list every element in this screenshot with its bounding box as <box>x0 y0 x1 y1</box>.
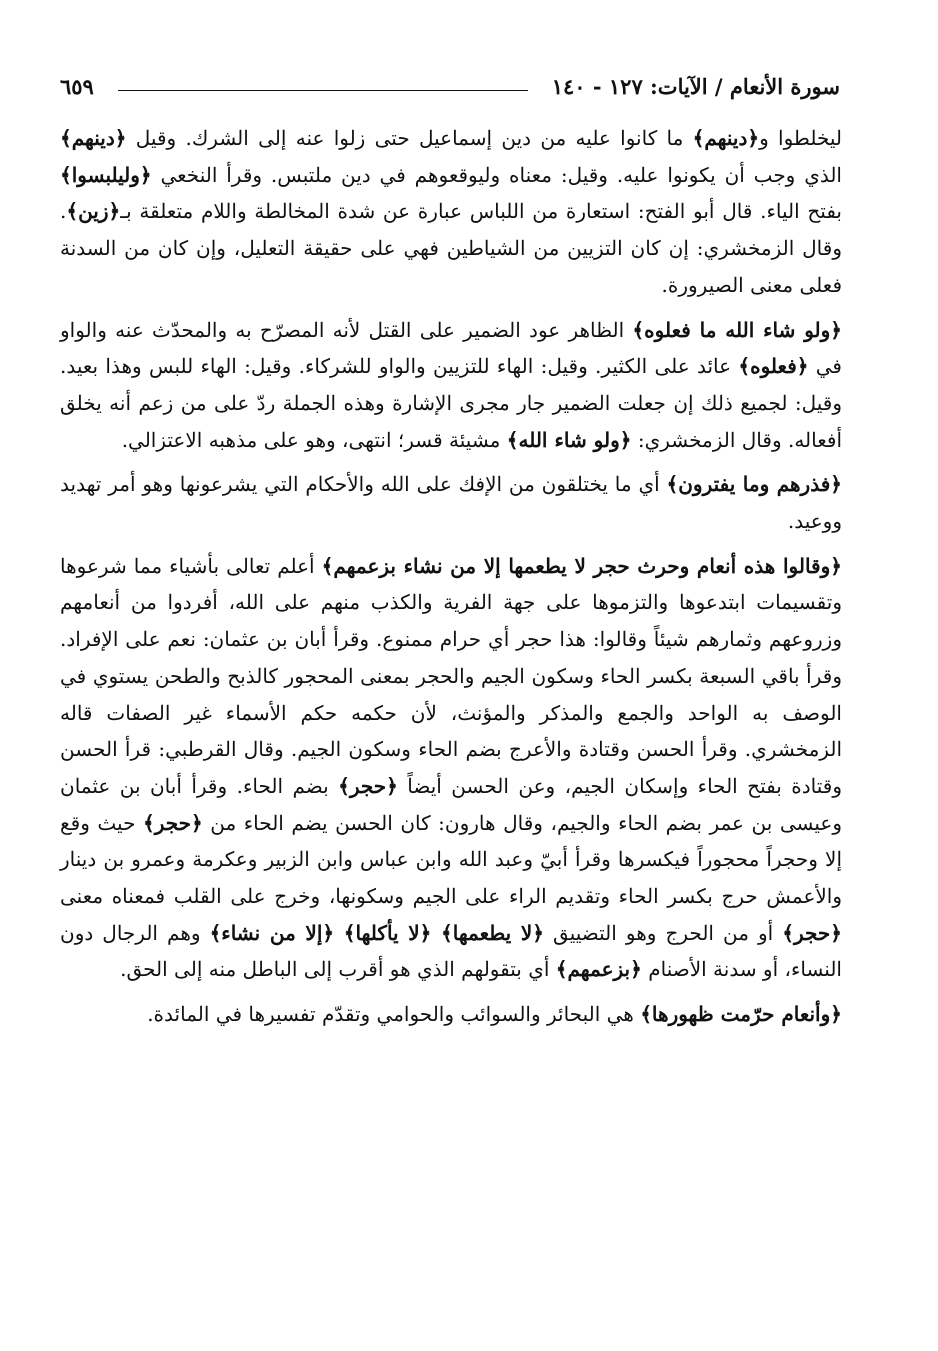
text-run: بفتح الياء. قال أبو الفتح: استعارة من اللباس عبارة عن شدة المخالطة واللام متعلقة بـ <box>120 199 842 224</box>
quran-quote: ﴿فذرهم وما يفترون﴾ <box>666 472 842 497</box>
quran-quote: ﴿وقالوا هذه أنعام وحرث حجر لا يطعمها إلا من نشاء بزعمهم﴾ <box>321 553 842 578</box>
surah-header-title: سورة الأنعام / الآيات: ١٢٧ - ١٤٠ <box>551 74 840 99</box>
quran-quote: ﴿وأنعام حرّمت ظهورها﴾ <box>640 1002 842 1027</box>
text-run: . وقال الزمخشري: إن كان التزيين من الشياطين فهي على حقيقة التعليل، وإن كان من السدنة فعلى معنى الصيرورة. <box>60 199 842 297</box>
quran-quote: ﴿لا يطعمها﴾ ﴿لا يأكلها﴾ ﴿إلا من نشاء﴾ <box>209 920 545 945</box>
text-run: أي ما يختلقون من الإفك على الله والأحكام التي يشرعونها وهو أمر تهديد ووعيد. <box>60 472 842 534</box>
paragraph <box>60 312 842 459</box>
text-run: الذي وجب أن يكونوا عليه. وقيل: معناه وليوقعوهم في دين ملتبس. وقرأ النخعي <box>151 162 842 187</box>
text-run: وهم الرجال دون النساء، أو سدنة الأصنام <box>60 920 842 982</box>
quran-quote: ﴿وليلبسوا﴾ <box>60 162 152 187</box>
quran-quote: ﴿زين﴾ <box>66 199 121 224</box>
paragraph <box>60 466 842 539</box>
paragraph <box>60 120 842 304</box>
quran-quote: ﴿حجر﴾ <box>782 920 842 945</box>
quran-quote: ﴿حجر﴾ <box>143 810 203 835</box>
text-run: أي بتقولهم الذي هو أقرب إلى الباطل منه إلى الحق. <box>120 957 556 982</box>
text-run: الظاهر عود الضمير على القتل لأنه المصرّح به والمحدّث عنه والواو في <box>60 317 842 379</box>
page-number: ٦٥٩ <box>60 74 94 99</box>
quran-quote: ﴿حجر﴾ <box>338 773 398 798</box>
text-run: ما كانوا عليه من دين إسماعيل حتى زلوا عنه إلى الشرك. وقيل <box>126 126 693 150</box>
text-run: أعلم تعالى بأشياء مما شرعوها وتقسيمات ابتدعوها والتزموها على جهة الفرية والكذب منهم على الله، أفردوا من أنعامهم وزروعهم وثمارهم شيئاً وقالوا: هذا حجر أي حرام ممنوع. وقرأ أبان بن عثمان: نعم على الإفراد. وقرأ باقي السبعة بكسر الحاء وسكون الجيم والحجر بمعنى المحجور كالذبح والطحن يستوي في الوصف به الواحد والجمع والمذكر والمؤنث، لأن حكمه حكم الأسماء غير الصفات قاله الزمخشري. وقرأ الحسن وقتادة والأعرج بضم الحاء وسكون الجيم. وقال القرطبي: قرأ الحسن وقتادة بفتح الحاء وإسكان الجيم، وعن الحسن أيضاً <box>60 553 842 798</box>
text-run: حيث وقع إلا وحجراً محجوراً فيكسرها وقرأ أبيّ وعبد الله وابن عباس وابن الزبير وعكرمة وعمرو بن دينار والأعمش حرج بكسر الحاء وتقديم الراء على الجيم وسكونها، وخرج على القلب فمعناه معنى <box>60 810 842 909</box>
commentary-body <box>60 120 842 1033</box>
quran-quote: ﴿ولو شاء الله﴾ <box>506 427 632 452</box>
quran-quote: ﴿فعلوه﴾ <box>738 354 809 379</box>
running-header <box>60 70 840 104</box>
quran-quote: ﴿بزعمهم﴾ <box>555 957 642 982</box>
text-run: ليخلطوا و <box>759 126 842 150</box>
quran-quote: ﴿دينهم﴾ <box>692 126 760 150</box>
text-run: أو من الحرج وهو التضييق <box>544 920 783 945</box>
paragraph <box>60 548 842 988</box>
paragraph <box>60 996 842 1033</box>
text-run: بضم الحاء. وقرأ أبان بن عثمان وعيسى بن عمر بضم الحاء والجيم، وقال هارون: كان الحسن يضم الحاء من <box>60 773 842 835</box>
text-run: هي البحائر والسوائب والحوامي وتقدّم تفسيرها في المائدة. <box>147 1002 641 1027</box>
header-rule <box>118 90 528 91</box>
quran-quote: ﴿ولو شاء الله ما فعلوه﴾ <box>632 317 842 342</box>
text-run: مشيئة قسر؛ انتهى، وهو على مذهبه الاعتزالي. <box>121 427 507 452</box>
quran-quote: ﴿دينهم﴾ <box>60 126 127 150</box>
text-run: عائد على الكثير. وقيل: الهاء للتزيين والواو للشركاء. وقيل: الهاء للبس وهذا بعيد. وقيل: لجميع ذلك إن جعلت الضمير جار مجرى الإشارة وهذه الجملة ردّ على من زعم أنه يخلق أفعاله. وقال الزمخشري: <box>60 354 842 452</box>
